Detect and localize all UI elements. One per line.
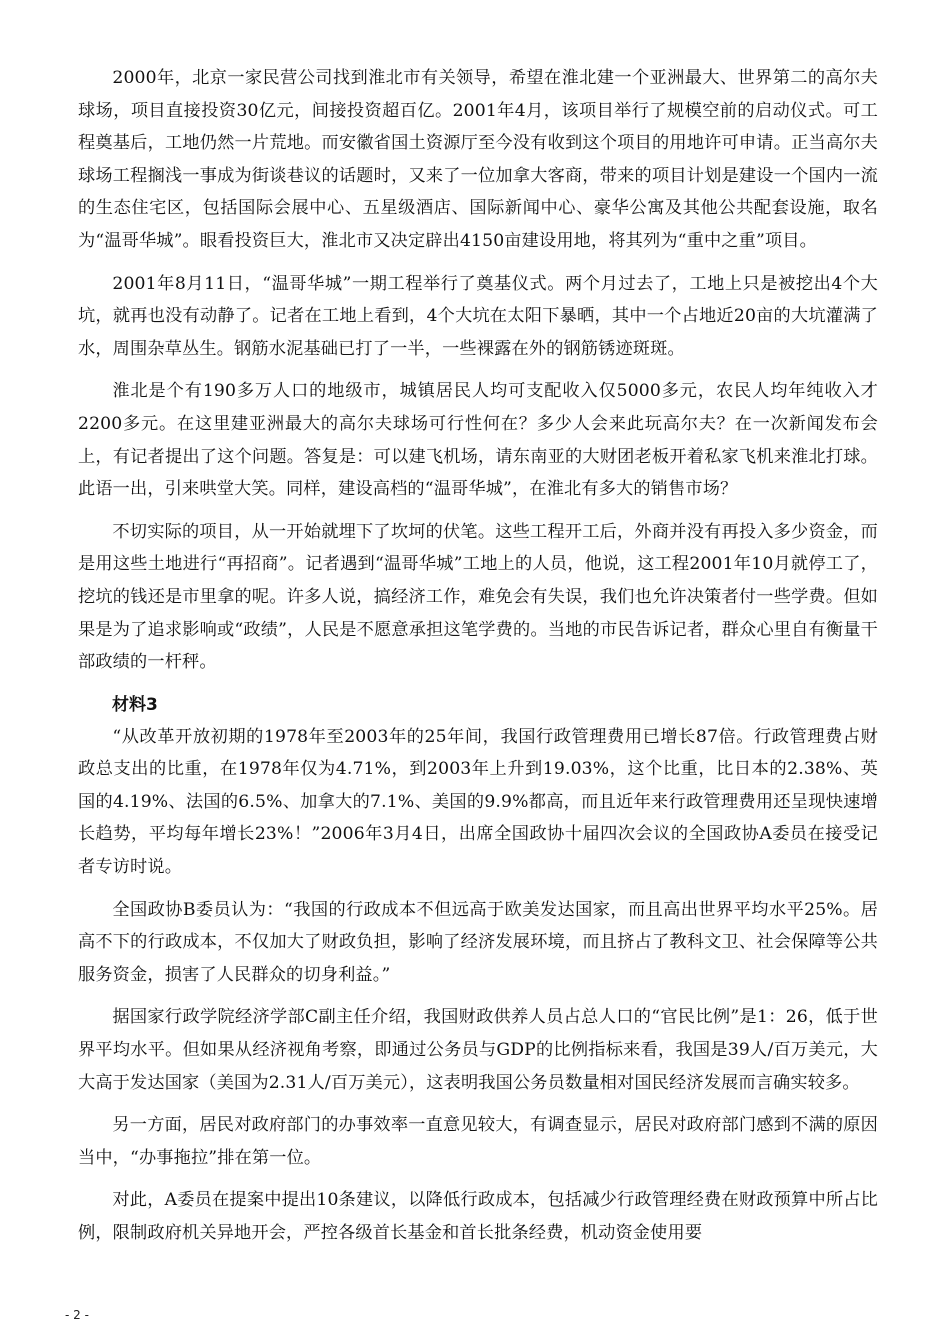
paragraph-ten-suggestions: 对此，A委员在提案中提出10条建议，以降低行政成本，包括减少行政管理经费在财政预算中所占比例，限制政府机关异地开会，严控各级首长基金和首长批条经费，机动资金使用要 bbox=[78, 1190, 878, 1243]
paragraph-admin-cost-growth: “从改革开放初期的1978年至2003年的25年间，我国行政管理费用已增长87倍。行政管理费占财政总支出的比重，在1978年仅为4.71%，到2003年上升到19.03%，这个比重，比日本的2.38%、英国的4.19%、法国的6.5%、加拿大的7.1%、美国的9.9%都高，而且近年来行政管理费用还呈现快速增长趋势，平均每年增长23%！”2006年3月4日，出席全国政协十届四次会议的全国政协A委员在接受记者专访时说。 bbox=[78, 726, 878, 878]
paragraph-official-ratio: 据国家行政学院经济学部C副主任介绍，我国财政供养人员占总人口的“官民比例”是1：26，低于世界平均水平。但如果从经济视角考察，即通过公务员与GDP的比例指标来看，我国是39人/百万美元，大大高于发达国家（美国为2.31人/百万美元），这表明我国公务员数量相对国民经济发展而言确实较多。 bbox=[78, 1007, 878, 1093]
paragraph-unrealistic-projects: 不切实际的项目，从一开始就埋下了坎坷的伏笔。这些工程开工后，外商并没有再投入多少资金，而是用这些土地进行“再招商”。记者遇到“温哥华城”工地上的人员，他说，这工程2001年10月就停工了，挖坑的钱还是市里拿的呢。许多人说，搞经济工作，难免会有失误，我们也允许决策者付一些学费。但如果是为了追求影响或“政绩”，人民是不愿意承担这笔学费的。当地的市民告诉记者，群众心里自有衡量干部政绩的一杆秤。 bbox=[78, 521, 878, 673]
paragraph-golf-course: 2000年，北京一家民营公司找到淮北市有关领导，希望在淮北建一个亚洲最大、世界第二的高尔夫球场，项目直接投资30亿元，间接投资超百亿。2001年4月，该项目举行了规模空前的启动仪式。可工程奠基后，工地仍然一片荒地。而安徽省国土资源厅至今没有收到这个项目的用地许可申请。正当高尔夫球场工程搁浅一事成为街谈巷议的话题时，又来了一位加拿大客商，带来的项目计划是建设一个国内一流的生态住宅区，包括国际会展中心、五星级酒店、国际新闻中心、豪华公寓及其他公共配套设施，取名为“温哥华城”。眼看投资巨大，淮北市又决定辟出4150亩建设用地，将其列为“重中之重”项目。 bbox=[78, 68, 878, 251]
paragraph-huaibei-income: 淮北是个有190多万人口的地级市，城镇居民人均可支配收入仅5000多元，农民人均年纯收入才2200多元。在这里建亚洲最大的高尔夫球场可行性何在？多少人会来此玩高尔夫？在一次新闻发布会上，有记者提出了这个问题。答复是：可以建飞机场，请东南亚的大财团老板开着私家飞机来淮北打球。此语一出，引来哄堂大笑。同样，建设高档的“温哥华城”，在淮北有多大的销售市场？ bbox=[78, 381, 878, 500]
paragraph-member-b-opinion: 全国政协B委员认为：“我国的行政成本不但远高于欧美发达国家，而且高出世界平均水平25%。居高不下的行政成本，不仅加大了财政负担，影响了经济发展环境，而且挤占了教科文卫、社会保障等公共服务资金，损害了人民群众的切身利益。” bbox=[78, 899, 878, 985]
page-number: - 2 - bbox=[65, 1308, 89, 1322]
section-heading-material-3: 材料3 bbox=[112, 694, 158, 715]
paragraph-vancouver-city-groundbreaking: 2001年8月11日，“温哥华城”一期工程举行了奠基仪式。两个月过去了，工地上只是被挖出4个大坑，就再也没有动静了。记者在工地上看到，4个大坑在太阳下暴晒，其中一个占地近20亩的大坑灌满了水，周围杂草丛生。钢筋水泥基础已打了一半，一些裸露在外的钢筋锈迹斑斑。 bbox=[78, 273, 878, 359]
page-content bbox=[78, 62, 878, 1260]
paragraph-efficiency-complaints: 另一方面，居民对政府部门的办事效率一直意见较大，有调查显示，居民对政府部门感到不满的原因当中，“办事拖拉”排在第一位。 bbox=[78, 1115, 878, 1168]
